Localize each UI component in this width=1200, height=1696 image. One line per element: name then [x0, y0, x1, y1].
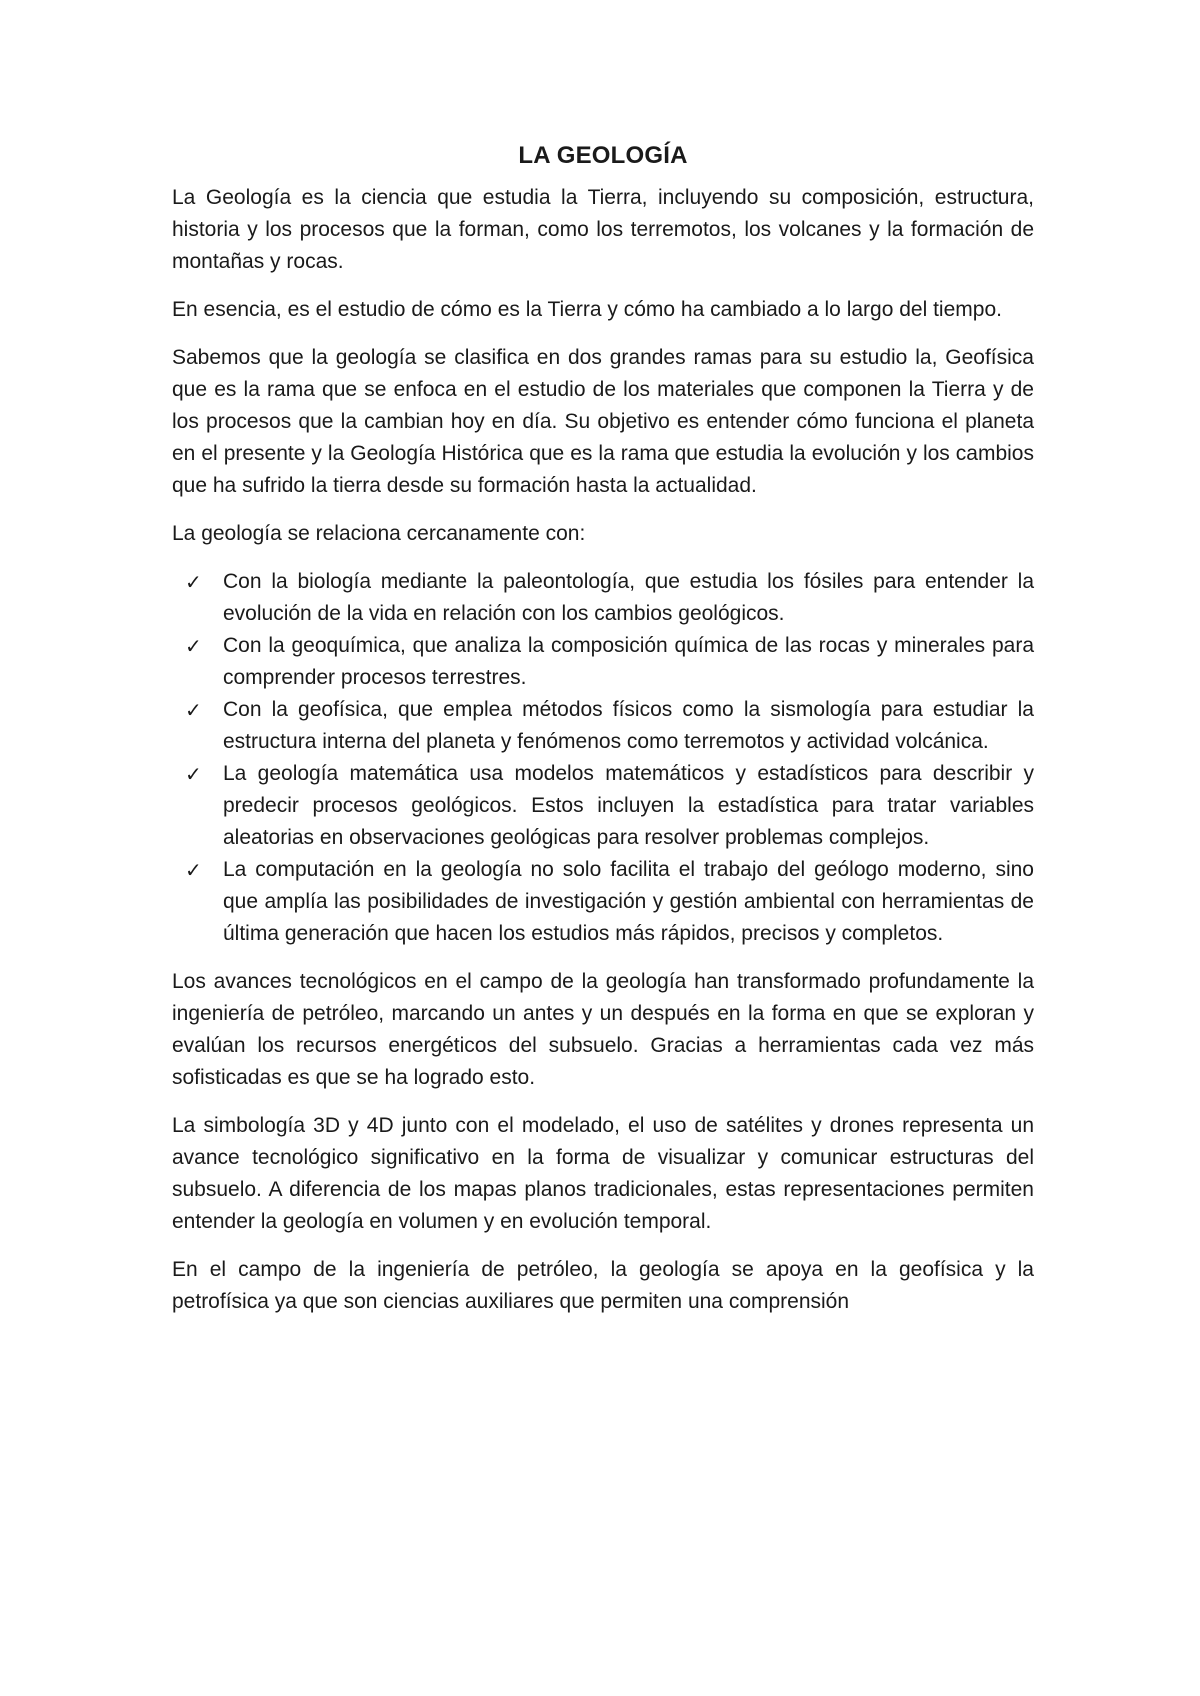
list-item-text: La geología matemática usa modelos matemáticos y estadísticos para describir y predecir procesos geológicos. Estos incluyen la estadística para tratar variables aleatorias en observaciones geológicas para resolver problemas complejos.: [223, 762, 1034, 849]
paragraph-3d-4d-symbology: La simbología 3D y 4D junto con el modelado, el uso de satélites y drones representa un avance tecnológico significativo en la forma de visualizar y comunicar estructuras del subsuelo. A diferencia de los mapas planos tradicionales, estas representaciones permiten entender la geología en volumen y en evolución temporal.: [172, 1114, 1034, 1233]
paragraph-relations-intro: La geología se relaciona cercanamente con:: [172, 522, 586, 545]
list-item: [172, 854, 1034, 950]
checkmark-icon: ✓: [185, 570, 202, 594]
checkmark-icon: ✓: [185, 634, 202, 658]
list-item-text: Con la biología mediante la paleontología, que estudia los fósiles para entender la evolución de la vida en relación con los cambios geológicos.: [223, 570, 1034, 625]
list-item: [172, 694, 1034, 758]
list-item: [172, 630, 1034, 694]
paragraph-essence: En esencia, es el estudio de cómo es la Tierra y cómo ha cambiado a lo largo del tiempo.: [172, 298, 1002, 321]
list-item-text: La computación en la geología no solo facilita el trabajo del geólogo moderno, sino que amplía las posibilidades de investigación y gestión ambiental con herramientas de última generación que hacen los estudios más rápidos, precisos y completos.: [223, 858, 1034, 945]
list-item-text: Con la geoquímica, que analiza la composición química de las rocas y minerales para comprender procesos terrestres.: [223, 634, 1034, 689]
document-page: [172, 140, 1034, 1334]
checkmark-icon: ✓: [185, 858, 202, 882]
list-item: [172, 758, 1034, 854]
paragraph-definition: La Geología es la ciencia que estudia la Tierra, incluyendo su composición, estructura, historia y los procesos que la forman, como los terremotos, los volcanes y la formación de montañas y rocas.: [172, 186, 1034, 273]
paragraph-petroleum-engineering: En el campo de la ingeniería de petróleo, la geología se apoya en la geofísica y la petrofísica ya que son ciencias auxiliares que permiten una comprensión: [172, 1258, 1034, 1313]
document-title: LA GEOLOGÍA: [518, 142, 688, 169]
list-item: [172, 566, 1034, 630]
paragraph-tech-advances: Los avances tecnológicos en el campo de la geología han transformado profundamente la ingeniería de petróleo, marcando un antes y un después en la forma en que se exploran y evalúan los recursos energéticos del subsuelo. Gracias a herramientas cada vez más sofisticadas es que se ha logrado esto.: [172, 970, 1034, 1089]
relations-checklist: [172, 566, 1034, 950]
checkmark-icon: ✓: [185, 762, 202, 786]
checkmark-icon: ✓: [185, 698, 202, 722]
list-item-text: Con la geofísica, que emplea métodos físicos como la sismología para estudiar la estructura interna del planeta y fenómenos como terremotos y actividad volcánica.: [223, 698, 1034, 753]
paragraph-branches: Sabemos que la geología se clasifica en dos grandes ramas para su estudio la, Geofísica que es la rama que se enfoca en el estudio de los materiales que componen la Tierra y de los procesos que la cambian hoy en día. Su objetivo es entender cómo funciona el planeta en el presente y la Geología Histórica que es la rama que estudia la evolución y los cambios que ha sufrido la tierra desde su formación hasta la actualidad.: [172, 346, 1034, 497]
